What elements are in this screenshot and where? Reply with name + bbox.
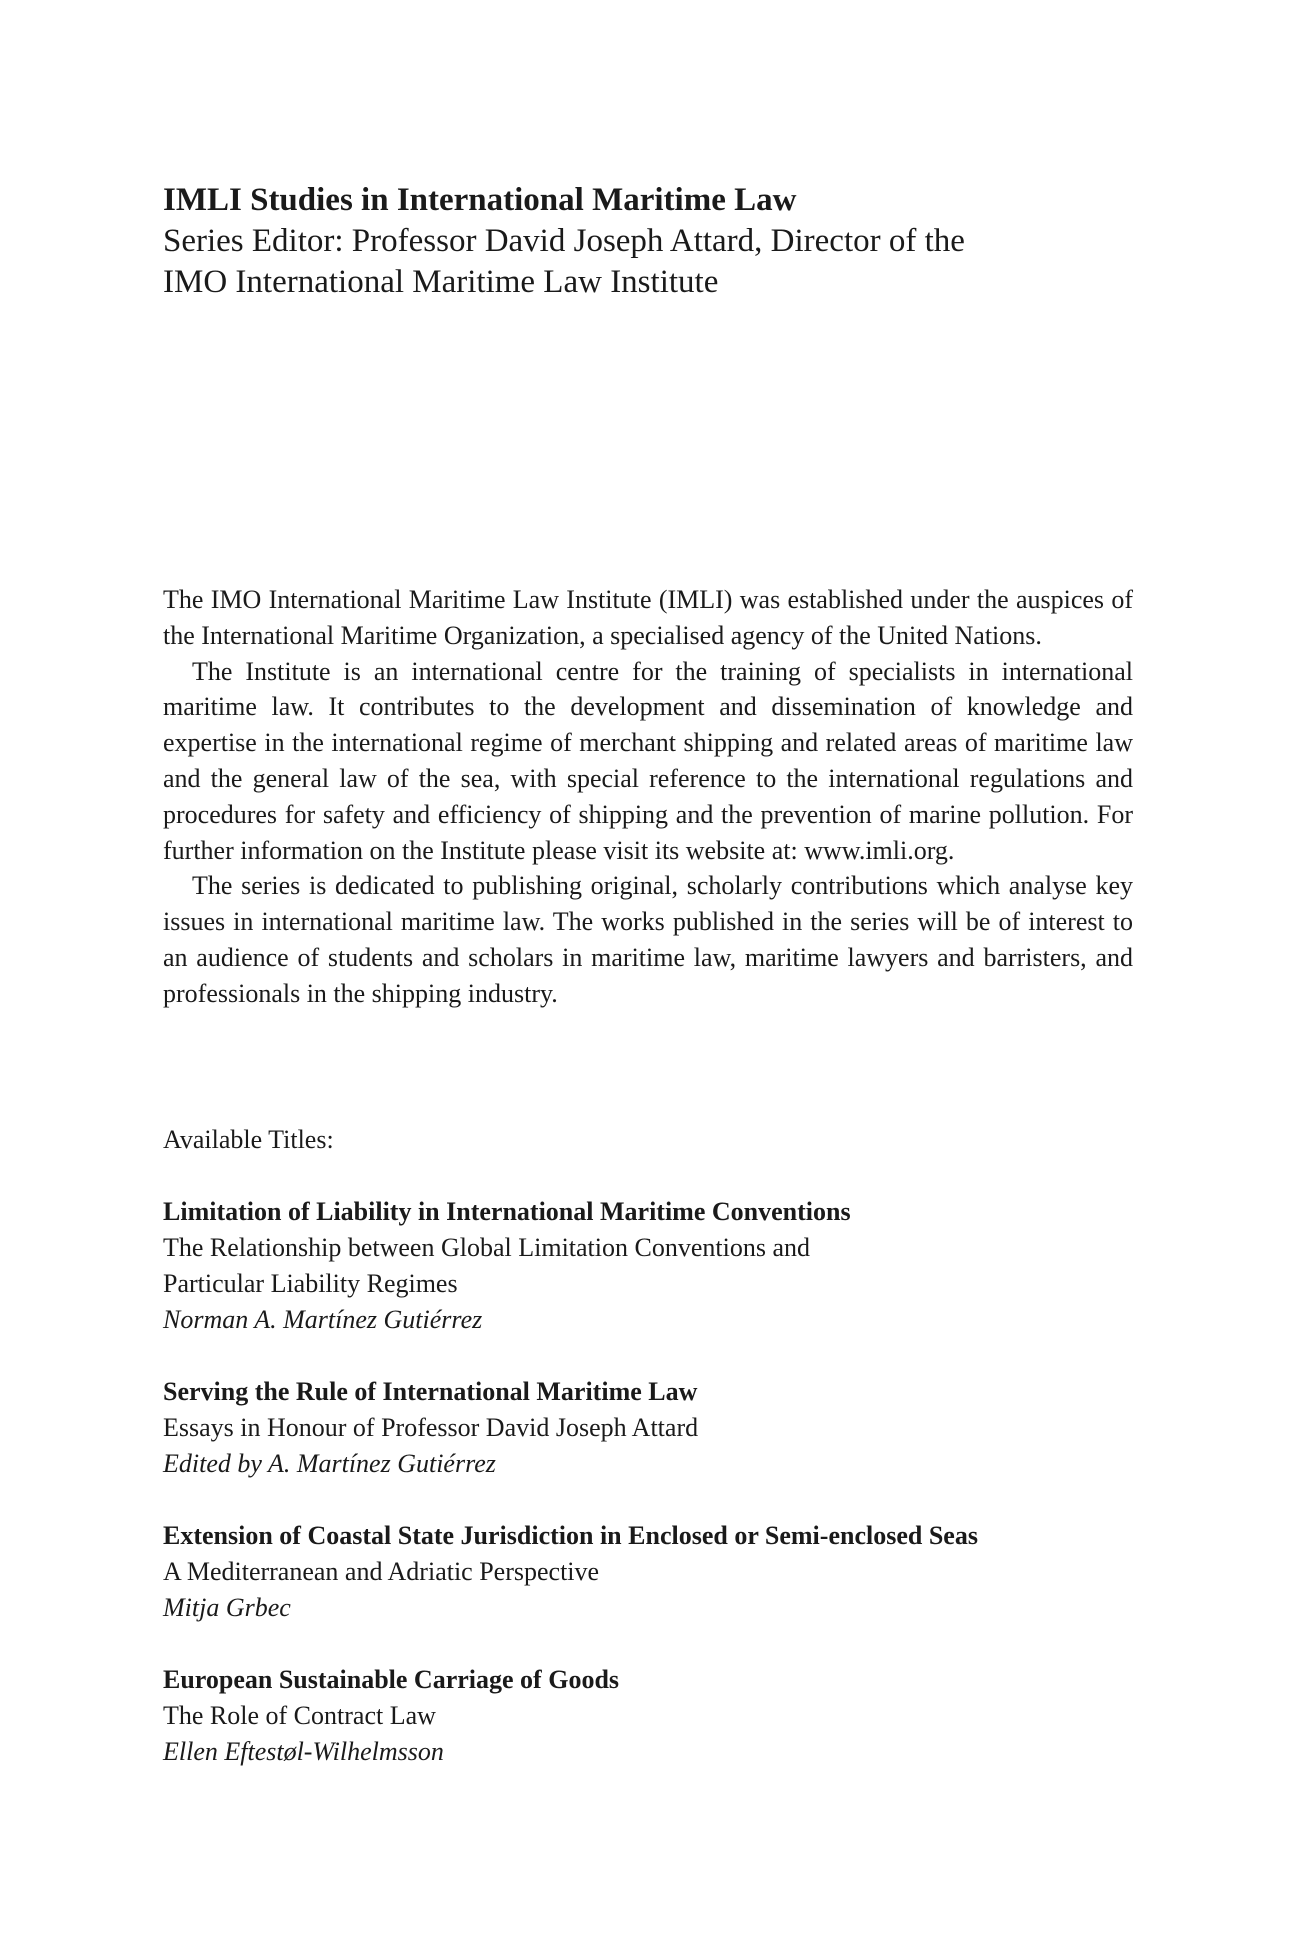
series-header bbox=[163, 180, 1133, 303]
list-item bbox=[163, 1662, 1133, 1770]
intro-text bbox=[163, 582, 1133, 1012]
book-title: Serving the Rule of International Maritime Law bbox=[163, 1377, 698, 1406]
book-subtitle: A Mediterranean and Adriatic Perspective bbox=[163, 1557, 600, 1586]
book-title: Limitation of Liability in International Maritime Conventions bbox=[163, 1197, 851, 1226]
book-title: Extension of Coastal State Jurisdiction in Enclosed or Semi-enclosed Seas bbox=[163, 1521, 978, 1550]
intro-paragraph-2: The Institute is an international centre for the training of specialists in international maritime law. It contributes to the development and dissemination of knowledge and expertise in the international regime of merchant shipping and related areas of maritime law and the general law of the sea, with special reference to the international regulations and procedures for safety and efficiency of shipping and the prevention of marine pollution. For further information on the Institute please visit its website at: www.imli.org. bbox=[163, 656, 1133, 865]
intro-paragraph-3: The series is dedicated to publishing original, scholarly contributions which analyse key issues in international maritime law. The works published in the series will be of interest to an audience of students and scholars in maritime law, maritime lawyers and barristers, and professionals in the shipping industry. bbox=[163, 871, 1133, 1008]
series-editor-line-1: Series Editor: Professor David Joseph Attard, Director of the bbox=[163, 223, 965, 259]
series-editor-line-2: IMO International Maritime Law Institute bbox=[163, 264, 719, 300]
book-author: Mitja Grbec bbox=[163, 1593, 291, 1622]
titles-list bbox=[163, 1194, 1133, 1806]
book-subtitle: Essays in Honour of Professor David Joseph Attard bbox=[163, 1413, 699, 1442]
list-item bbox=[163, 1194, 1133, 1338]
book-author: Norman A. Martínez Gutiérrez bbox=[163, 1305, 483, 1334]
list-item bbox=[163, 1374, 1133, 1482]
available-titles-label: Available Titles: bbox=[163, 1125, 334, 1154]
book-author: Ellen Eftestøl-Wilhelmsson bbox=[163, 1737, 444, 1766]
book-subtitle: The Relationship between Global Limitation Conventions and Particular Liability Regimes bbox=[163, 1233, 810, 1298]
intro-paragraph-1: The IMO International Maritime Law Institute (IMLI) was established under the auspices of the International Maritime Organization, a specialised agency of the United Nations. bbox=[163, 585, 1133, 650]
book-title: European Sustainable Carriage of Goods bbox=[163, 1665, 620, 1694]
list-item bbox=[163, 1518, 1133, 1626]
series-title: IMLI Studies in International Maritime Law bbox=[163, 182, 797, 218]
book-author: Edited by A. Martínez Gutiérrez bbox=[163, 1449, 496, 1478]
book-subtitle: The Role of Contract Law bbox=[163, 1701, 436, 1730]
